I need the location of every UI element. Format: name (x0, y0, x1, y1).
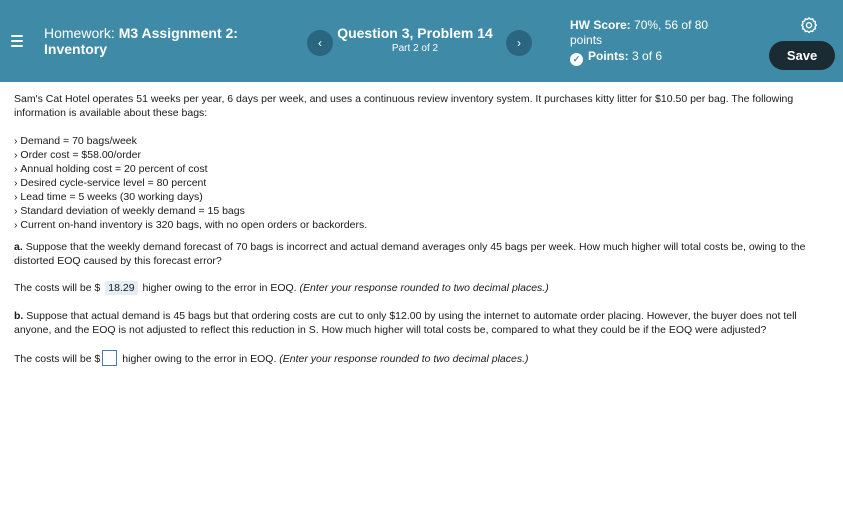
homework-title (44, 25, 284, 57)
hw-score-points: points (570, 33, 603, 47)
part-a-answer-value[interactable]: 18.29 (105, 281, 137, 295)
list-item: › Desired cycle-service level = 80 percent (14, 176, 836, 190)
previous-question-button[interactable] (307, 30, 333, 56)
problem-intro: Sam's Cat Hotel operates 51 weeks per year, 6 days per week, and uses a continuous review inventory system. It purchases kitty litter for $10.50 per bag. The following information is available about these bags: (14, 93, 794, 119)
homework-name: M3 Assignment 2: Inventory (44, 25, 238, 57)
problem-content (14, 92, 836, 366)
gear-icon[interactable] (800, 16, 818, 34)
partial-check-icon: ✓ (570, 53, 583, 66)
question-part: Part 2 of 2 (391, 43, 439, 54)
part-b-question (14, 309, 836, 337)
answer-prefix: The costs will be $ (14, 282, 101, 294)
answer-hint: (Enter your response rounded to two decimal places.) (279, 353, 529, 365)
hamburger-menu-icon[interactable] (11, 35, 23, 47)
part-b-letter: b. (14, 310, 24, 322)
chevron-right-icon: › (517, 36, 521, 50)
answer-hint: (Enter your response rounded to two decimal places.) (299, 282, 549, 294)
question-points (570, 49, 662, 66)
info-list (14, 134, 836, 232)
save-button[interactable]: Save (769, 41, 835, 70)
hw-score-value: 70%, 56 of 80 (634, 18, 709, 32)
answer-suffix: higher owing to the error in EOQ. (142, 282, 297, 294)
question-title: Question 3, Problem 14 (337, 25, 493, 41)
hw-score-label: HW Score: (570, 18, 631, 32)
header-bar (0, 0, 843, 82)
next-question-button[interactable] (506, 30, 532, 56)
list-item: › Lead time = 5 weeks (30 working days) (14, 190, 836, 204)
list-item: › Order cost = $58.00/order (14, 148, 836, 162)
list-item: › Annual holding cost = 20 percent of cost (14, 162, 836, 176)
list-item: › Demand = 70 bags/week (14, 134, 836, 148)
answer-prefix: The costs will be $ (14, 353, 101, 365)
hw-score (570, 18, 750, 48)
homework-label: Homework: (44, 25, 115, 41)
part-a-question (14, 240, 836, 268)
part-b-answer (14, 350, 836, 366)
part-b-text: Suppose that actual demand is 45 bags but that ordering costs are cut to only $12.00 by using the internet to automate order placing. However, the buyer does not tell anyone, and the EOQ is not adjusted to reflect this reduction in S. How much higher will total costs be, compared to what they could be if the EOQ were adjusted? (14, 310, 797, 336)
points-value: 3 of 6 (632, 49, 663, 63)
answer-suffix: higher owing to the error in EOQ. (122, 353, 277, 365)
part-a-letter: a. (14, 241, 23, 253)
part-a-text: Suppose that the weekly demand forecast of 70 bags is incorrect and actual demand averages only 45 bags per week. How much higher will total costs be, owing to the distorted EOQ caused by this forecast error? (14, 241, 806, 267)
list-item: › Current on-hand inventory is 320 bags, with no open orders or backorders. (14, 218, 836, 232)
chevron-left-icon: ‹ (318, 36, 322, 50)
part-a-answer (14, 281, 836, 295)
points-label: Points: (588, 49, 629, 63)
part-b-answer-input[interactable] (102, 350, 117, 366)
list-item: › Standard deviation of weekly demand = 15 bags (14, 204, 836, 218)
